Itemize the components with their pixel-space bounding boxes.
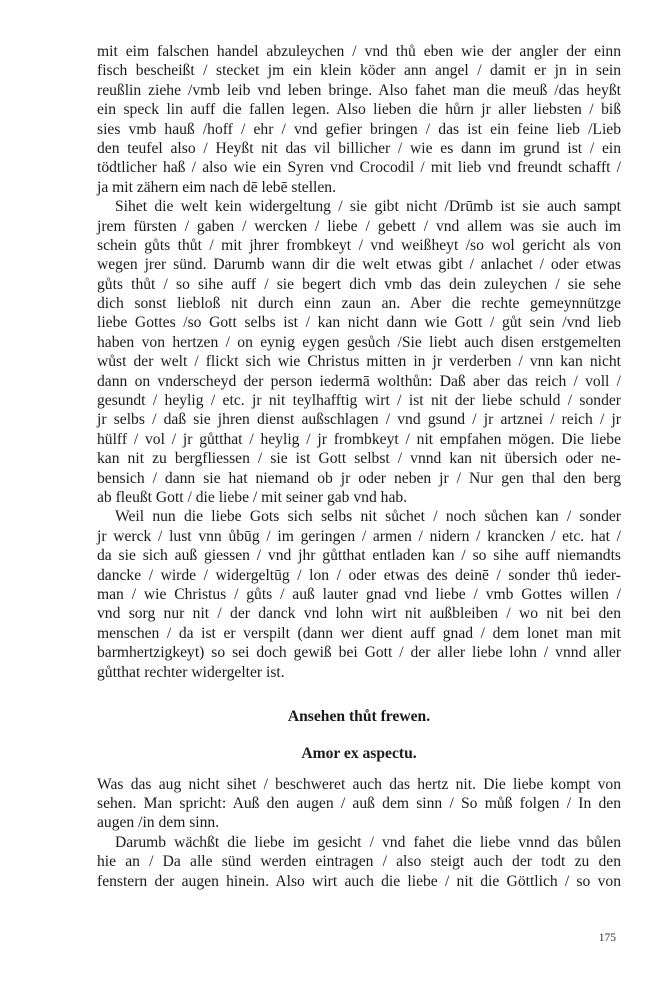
text-line: den teufel also / Heyßt nit das vil billicher / wie es dann im grund ist / ein bbox=[97, 139, 621, 157]
text-line: menschen / da ist er verspilt (dann wer dient auff gnad / dem lonet man mit bbox=[97, 624, 621, 642]
text-line: ja mit zähern eim nach dē lebē stellen. bbox=[97, 178, 337, 196]
text-line: haben von hertzen / on eynig eygen gesůch /Sie liebt auch disen erstgemelten bbox=[97, 333, 621, 351]
text-line: da sie sich auß giessen / vnd jhr gůtthat entladen kan / so sihe auff niemandts bbox=[97, 547, 621, 565]
text-line: gůts thůt / so sihe auff / sie begert dich vmb das dein zuleychen / sie sehe bbox=[97, 275, 621, 293]
text-line: hie an / Da alle sünd werden eintragen / also steigt auch der todt zu den bbox=[97, 853, 621, 871]
text-line: man / wie Christus / gůts / auß lauter gnad vnd liebe / vmb Gottes willen / bbox=[97, 585, 621, 603]
section-subheading: Amor ex aspectu. bbox=[301, 745, 417, 763]
text-line: wegen jrer sünd. Darumb wann dir die welt etwas gibt / anlachet / oder etwas bbox=[97, 256, 621, 274]
body-text bbox=[97, 42, 621, 891]
paragraph-4 bbox=[97, 775, 621, 833]
text-line: jrem fürsten / gaben / wercken / liebe / gebett / vnd allem was sie auch im bbox=[97, 217, 621, 235]
text-line: dich sonst liebloß nit durch einn zaun an. Aber die rechte gemeynnützge bbox=[97, 295, 621, 313]
text-line: augen /in dem sinn. bbox=[97, 814, 220, 832]
text-line: hülff / vol / jr gůtthat / heylig / jr frombkeyt / nit empfahen mögen. Die liebe bbox=[97, 430, 621, 448]
paragraph-1 bbox=[97, 42, 621, 197]
text-line: bensich / dann sie hat niemand ob jr oder neben jr / Nur gen thal den berg bbox=[97, 469, 621, 487]
text-line: reußlin ziehe /vmb leib vnd leben bringe. Also fahet man die meuß /das heyßt bbox=[97, 81, 621, 99]
text-line: tödtlicher haß / also wie ein Syren vnd Crocodil / mit lieb vnd freundt schafft / bbox=[97, 159, 621, 177]
text-line: schein gůts thůt / mit jhrer frombkeyt / vnd weißheyt /so wol gericht als von bbox=[97, 236, 621, 254]
text-line: barmhertzigkeyt) so sei doch gewiß bei Gott / der aller liebe lohn / vnnd aller bbox=[97, 644, 621, 662]
text-line: gesundt / heylig / etc. jr nit teylhafftig wirt / ist nit der liebe schuld / sonder bbox=[97, 392, 621, 410]
text-line: Weil nun die liebe Gots sich selbs nit sůchet / noch sůchen kan / sonder bbox=[115, 508, 621, 526]
text-line: ein speck lin auff die fallen legen. Also lieben die hůrn jr aller liebsten / biß bbox=[97, 101, 621, 119]
text-line: sehen. Man spricht: Auß den augen / auß dem sinn / So můß folgen / In den bbox=[97, 795, 621, 813]
text-line: fenstern der augen hinein. Also wirt auch die liebe / nit die Göttlich / so von bbox=[97, 872, 621, 890]
paragraph-3 bbox=[97, 507, 621, 682]
text-line: gůtthat rechter widergelter ist. bbox=[97, 663, 285, 681]
text-line: ab fleußt Gott / die liebe / mit seiner gab vnd hab. bbox=[97, 488, 408, 506]
text-line: dancke / wirde / widergeltūg / lon / oder etwas des deinē / sonder thů ieder- bbox=[97, 566, 621, 584]
section-heading: Ansehen thůt frewen. bbox=[287, 707, 431, 725]
paragraph-5 bbox=[97, 833, 621, 891]
text-line: jr selbs / daß sie jhren dienst außschlagen / vnd gsund / jr artznei / reich / jr bbox=[97, 411, 621, 429]
text-line: fisch bescheißt / stecket jm ein klein köder ann angel / damit er jn in sein bbox=[97, 62, 621, 80]
page-number: 175 bbox=[598, 932, 616, 944]
text-line: sies vmb hauß /hoff / ehr / vnd gefier bringen / das ist ein feine lieb /Lieb bbox=[97, 120, 621, 138]
text-line: jr werck / lust vnn ůbūg / im geringen / armen / nidern / krancken / etc. hat / bbox=[97, 527, 621, 545]
text-line: kan nit zu bergfliessen / sie ist Gott selbst / vnnd kan nit übersich oder ne- bbox=[97, 450, 621, 468]
text-line: vnd sorg nur nit / der danck vnd lohn wirt nit außbleiben / wo nit bei den bbox=[97, 605, 621, 623]
paragraph-2 bbox=[97, 197, 621, 507]
text-line: liebe Gottes /so Gott selbs ist / kan nicht dann wie Gott / gůt sein /vnd lieb bbox=[97, 314, 621, 332]
text-line: Darumb wächßt die liebe im gesicht / vnd fahet die liebe vnnd das bůlen bbox=[115, 833, 621, 851]
text-line: mit eim falschen handel abzuleychen / vnd thů eben wie der angler der einn bbox=[97, 43, 621, 60]
text-line: dann on vnderscheyd der person iedermā wolthůn: Daß aber das reich / voll / bbox=[97, 372, 621, 390]
text-line: wůst der welt / flickt sich wie Christus mitten in jr verderben / vnn kan nicht bbox=[97, 353, 621, 371]
text-line: Sihet die welt kein widergeltung / sie gibt nicht /Drūmb ist sie auch sampt bbox=[115, 198, 621, 216]
text-line: Was das aug nicht sihet / beschweret auch das hertz nit. Die liebe kompt von bbox=[97, 775, 621, 793]
